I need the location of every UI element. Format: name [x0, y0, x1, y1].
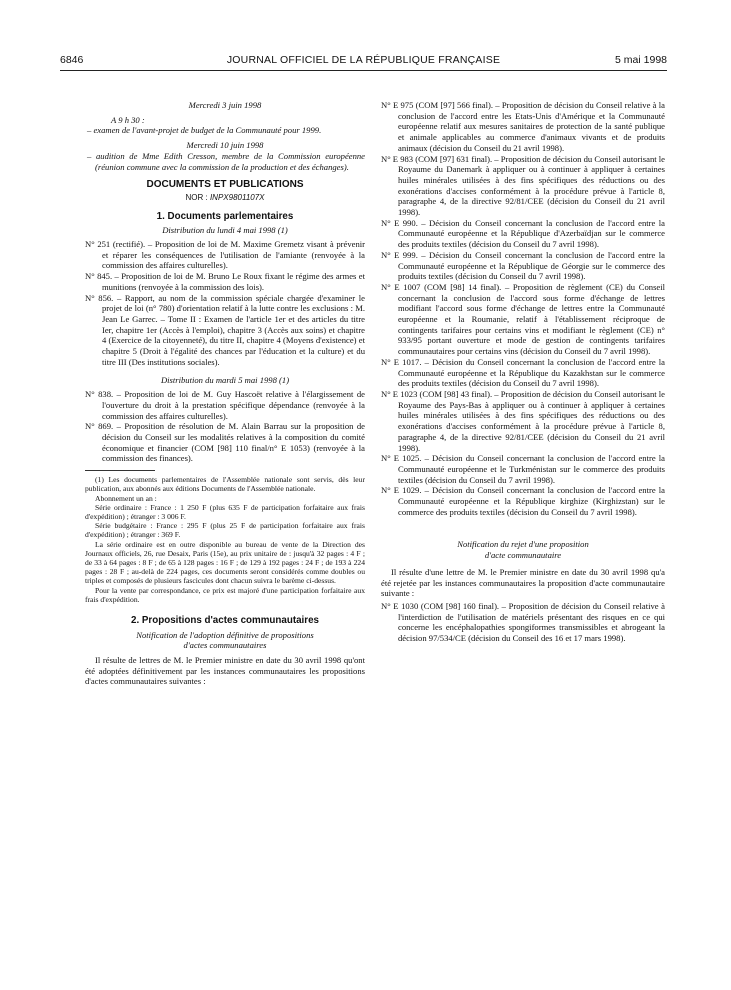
act-entry: N° E 983 (COM [97] 631 final). – Proposition de décision du Conseil autorisant le Royaume du Danemark à appliquer ou à continuer à appliquer à certaines huiles minérales utilisées à des fins spécifiques des réductions ou des exonérations d'accises conformément à la procédure prévue à l'article 8, paragraphe 4, de la directive 92/81/CEE (décision du Conseil du 21 avril 1998). [381, 153, 665, 218]
agenda-time: A 9 h 30 : [111, 114, 145, 125]
agenda-item: – examen de l'avant-projet de budget de la Communauté pour 1999. [87, 125, 322, 136]
subsection-title: 2. Propositions d'actes communautaires [131, 614, 319, 626]
act-entry: N° E 1007 (COM [98] 14 final). – Proposition de règlement (CE) du Conseil concernant la conclusion de l'accord sous forme d'échange de lettres modifiant l'accord sous forme d'échange de lettres entre la Communauté européenne et la Roumanie, relatif à l'établissement réciproque de contingents tarifaires pour certains vins et modifiant le règlement (CE) n° 933/95 portant ouverture et mode de gestion de contingents tarifaires communautaires pour certains vins (décision du Conseil du 7 avril 1998). [381, 281, 665, 357]
footnote: La série ordinaire est en outre disponible au bureau de vente de la Direction des Journaux officiels, 26, rue Desaix, Paris (15e), au prix unitaire de : jusqu'à 32 pages : 4 F ; de 33 à 64 pages : 8 F ; de 65 à 128 pages : 16 F ; de 129 à 192 pages : 24 F ; de 193 à 224 pages : 28 F ; au-delà de 224 pages, ces documents seront considérés comme doubles ou triples et composés de plusieurs fascicules dont chacun suivra le barème ci-dessus. [85, 539, 365, 586]
journal-title: JOURNAL OFFICIEL DE LA RÉPUBLIQUE FRANÇAISE [226, 54, 501, 66]
footnote: (1) Les documents parlementaires de l'Assemblée nationale sont servis, dès leur publication, aux abonnés aux éditions Documents de l'Assemblée nationale. [85, 475, 365, 494]
subsection-subtitle: Notification de l'adoption définitive de propositions d'actes communautaires [136, 629, 314, 651]
header-rule [60, 70, 667, 71]
act-entry: N° E 975 (COM [97] 566 final). – Proposition de décision du Conseil relative à la conclusion de l'accord entre les Etats-Unis d'Amérique et la Communauté européenne relatif aux mesures sanitaires de protection de la santé publique et animale applicables au commerce d'animaux vivants et de produits animaux (décision du Conseil du 21 avril 1998). [381, 100, 665, 153]
subsection-title: 1. Documents parlementaires [156, 210, 294, 222]
document-entry: N° 869. – Proposition de résolution de M. Alain Barrau sur la proposition de décision du Conseil sur les modalités relatives à la composition du comité économique et financier (COM [98] 110 final/n° E 1053) (renvoyée à la commission des finances). [85, 421, 365, 464]
act-entry: N° E 1017. – Décision du Conseil concernant la conclusion de l'accord entre la Communauté européenne et la République du Kazakhstan sur le commerce des produits textiles (décision du Conseil du 7 avril 1998). [381, 356, 665, 389]
act-entry: N° E 1025. – Décision du Conseil concernant la conclusion de l'accord entre la Communauté européenne et le Turkménistan sur le commerce des produits textiles (décision du Conseil du 7 avril 1998). [381, 453, 665, 485]
page-number: 6846 [60, 54, 84, 66]
footnote-rule [85, 470, 155, 471]
document-entry: N° 856. – Rapport, au nom de la commission spéciale chargée d'examiner le projet de loi (n° 780) d'orientation relatif à la lutte contre les exclusions : M. Jean Le Garrec. – Tome II : Examen de l'article 1er et des articles du titre Ier, chapitre 1er (Accès à l'emploi), chapitre 3 (Accès aux soins) et chapitre 4 (Exercice de la citoyenneté), du titre II, chapitre 4 (Moyens d'existence) et chapitre 5 (Droit à l'égalité des chances par l'éducation et la culture) et du titre III (Des institutions sociales). [85, 292, 365, 367]
section-title: DOCUMENTS ET PUBLICATIONS [146, 179, 304, 191]
act-entry: N° E 1029. – Décision du Conseil concernant la conclusion de l'accord entre la Communauté européenne et la République kirghize (Kirghizstan) sur le commerce des produits textiles (décision du Conseil du 7 avril 1998). [381, 485, 665, 517]
nor-code: INPX9801107X [209, 192, 265, 202]
footnote: Pour la vente par correspondance, ce prix est majoré d'une participation forfaitaire aux frais d'expédition. [85, 585, 365, 604]
act-entry: N° E 999. – Décision du Conseil concernant la conclusion de l'accord entre la Communauté européenne et la République de Géorgie sur le commerce des produits textiles (décision du Conseil du 7 avril 1998). [381, 249, 665, 282]
agenda-date-heading: Mercredi 10 juin 1998 [186, 140, 264, 151]
distribution-heading: Distribution du lundi 4 mai 1998 (1) [162, 225, 288, 236]
body-paragraph: Il résulte d'une lettre de M. le Premier ministre en date du 30 avril 1998 qu'a été rejetée par les instances communautaires la proposition d'acte communautaire suivante : [381, 566, 665, 599]
footnote: Série ordinaire : France : 1 250 F (plus 635 F de participation forfaitaire aux frais d'expédition) ; étranger : 3 006 F. [85, 502, 365, 521]
issue-date: 5 mai 1998 [615, 54, 667, 66]
right-column [381, 100, 665, 644]
document-entry: N° 838. – Proposition de loi de M. Guy Hascoët relative à l'élargissement de l'ouverture du droit à la prestation spécifique dépendance (renvoyée à la commission des affaires culturelles). [85, 389, 365, 421]
footnotes [85, 475, 365, 604]
nor-label: NOR : [185, 192, 208, 202]
footnote: Série budgétaire : France : 295 F (plus 25 F de participation forfaitaire aux frais d'expédition) ; étranger : 369 F. [85, 521, 365, 540]
agenda-date-heading: Mercredi 3 juin 1998 [188, 100, 262, 110]
document-entry: N° 251 (rectifié). – Proposition de loi de M. Maxime Gremetz visant à prévenir et réparer les conséquences de l'utilisation de l'amiante (renvoyée à la commission des affaires culturelles). [85, 239, 365, 271]
rejection-heading: Notification du rejet d'une proposition d'acte communautaire [457, 539, 589, 561]
running-header [60, 54, 667, 68]
nor-reference [85, 193, 365, 204]
act-entry: N° E 990. – Décision du Conseil concernant la conclusion de l'accord entre la Communauté européenne et la République d'Azerbaïdjan sur le commerce des produits textiles (décision du Conseil du 7 avril 1998). [381, 217, 665, 250]
document-entry: N° 845. – Proposition de loi de M. Bruno Le Roux fixant le régime des armes et munitions (renvoyée à la commission des lois). [85, 271, 365, 292]
act-entry: N° E 1023 (COM [98] 43 final). – Proposition de décision du Conseil autorisant le Royaume des Pays-Bas à appliquer ou à continuer à appliquer à certaines huiles minérales utilisées à des fins spécifiques des réductions ou des exonérations d'accises conformément à la procédure prévue à l'article 8, paragraphe 4, de la directive 92/81/CEE (décision du Conseil du 21 avril 1998). [381, 388, 665, 453]
body-paragraph: Il résulte de lettres de M. le Premier ministre en date du 30 avril 1998 qu'ont été adoptées définitivement par les instances communautaires les propositions d'actes communautaires suivantes : [85, 655, 365, 687]
act-entry: N° E 1030 (COM [98] 160 final). – Proposition de décision du Conseil relative à l'interdiction de l'utilisation de matériels présentant des risques en ce qui concerne les encéphalopathies spongiformes transmissibles et abrogeant la décision 97/534/CE (décision du Conseil des 16 et 17 mars 1998). [381, 600, 665, 644]
footnote: Abonnement un an : [95, 493, 157, 503]
agenda-item: – audition de Mme Edith Cresson, membre de la Commission européenne (réunion commune avec la commission de la production et des échanges). [87, 150, 365, 172]
distribution-heading: Distribution du mardi 5 mai 1998 (1) [160, 375, 290, 386]
left-column [85, 100, 365, 687]
